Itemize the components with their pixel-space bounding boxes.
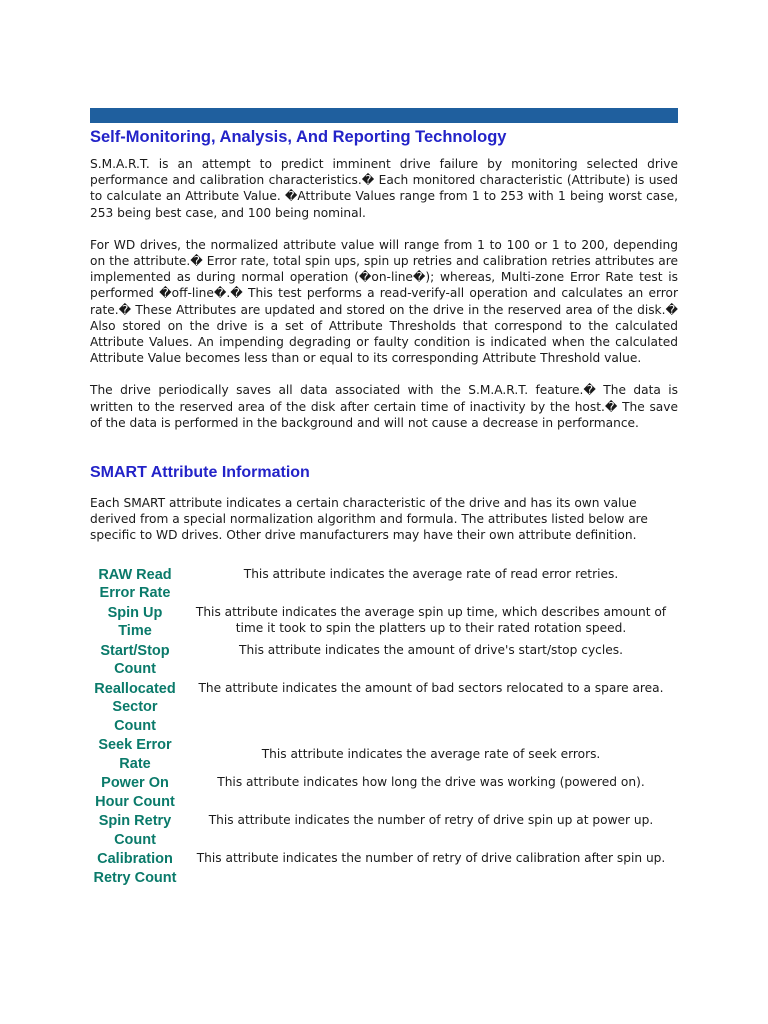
attribute-name: Spin Up Time xyxy=(107,604,163,640)
section-intro: Each SMART attribute indicates a certain characteristic of the drive and has its own value derived from a special normalization algorithm and formula. The attributes listed below are specific to WD drives. Other drive manufacturers may have their own attribute definition. xyxy=(90,496,648,543)
attribute-description: This attribute indicates the number of retry of drive spin up at power up. xyxy=(208,813,654,828)
attribute-name: RAW Read Error Rate xyxy=(98,566,172,602)
attribute-name: Calibration Retry Count xyxy=(93,851,177,886)
attribute-name: Power On Hour Count xyxy=(95,775,175,810)
attribute-name: Reallocated Sector Count xyxy=(94,680,176,734)
header-bar xyxy=(90,108,678,123)
table-row xyxy=(90,680,678,737)
page-title: Self-Monitoring, Analysis, And Reporting Technology xyxy=(90,128,507,146)
attribute-description: The attribute indicates the amount of bad sectors relocated to a spare area. xyxy=(198,680,664,695)
table-row xyxy=(90,850,678,888)
attribute-description: This attribute indicates the number of retry of drive calibration after spin up. xyxy=(196,851,666,866)
document-page xyxy=(90,108,678,888)
attribute-description: This attribute indicates the amount of drive's start/stop cycles. xyxy=(239,642,623,657)
attribute-description: This attribute indicates the average rate of seek errors. xyxy=(261,747,601,762)
attribute-description: This attribute indicates the average rate of read error retries. xyxy=(243,566,619,581)
attribute-name: Seek Error Rate xyxy=(98,737,172,772)
table-row xyxy=(90,566,678,604)
paragraph-intro: S.M.A.R.T. is an attempt to predict imminent drive failure by monitoring selected drive performance and calibration characteristics.� Each monitored characteristic (Attribute) is used to calculate an Attribute Value. �Attribute Values range from 1 to 253 with 1 being worst case, 253 being best case, and 100 being nominal. xyxy=(90,157,678,220)
attribute-name: Start/Stop Count xyxy=(100,642,170,678)
attribute-table xyxy=(90,566,678,889)
table-row xyxy=(90,736,678,774)
table-row xyxy=(90,812,678,850)
table-row xyxy=(90,604,678,642)
table-row xyxy=(90,642,678,680)
paragraph-wd-drives: For WD drives, the normalized attribute value will range from 1 to 100 or 1 to 200, depending on the attribute.� Error rate, total spin ups, spin up retries and calibration retries attributes are implemented as during normal operation (�on-line�); whereas, Multi-zone Error Rate test is performed �off-line�.� This test performs a read-verify-all operation and calculates an error rate.� These Attributes are updated and stored on the drive in the reserved area of the disk.� Also stored on the drive is a set of Attribute Thresholds that correspond to the calculated Attribute Values. An impending degrading or faulty condition is indicated when the calculated Attribute Value becomes less than or equal to its corresponding Attribute Threshold value. xyxy=(90,237,678,366)
section-title: SMART Attribute Information xyxy=(90,464,310,482)
attribute-name: Spin Retry Count xyxy=(98,813,172,848)
attribute-description: This attribute indicates how long the drive was working (powered on). xyxy=(217,775,645,790)
paragraph-data-save: The drive periodically saves all data associated with the S.M.A.R.T. feature.� The data is written to the reserved area of the disk after certain time of inactivity by the host.� The save of the data is performed in the background and will not cause a decrease in performance. xyxy=(90,383,678,430)
table-row xyxy=(90,774,678,812)
attribute-description: This attribute indicates the average spin up time, which describes amount of time it took to spin the platters up to their rated rotation speed. xyxy=(195,604,667,636)
